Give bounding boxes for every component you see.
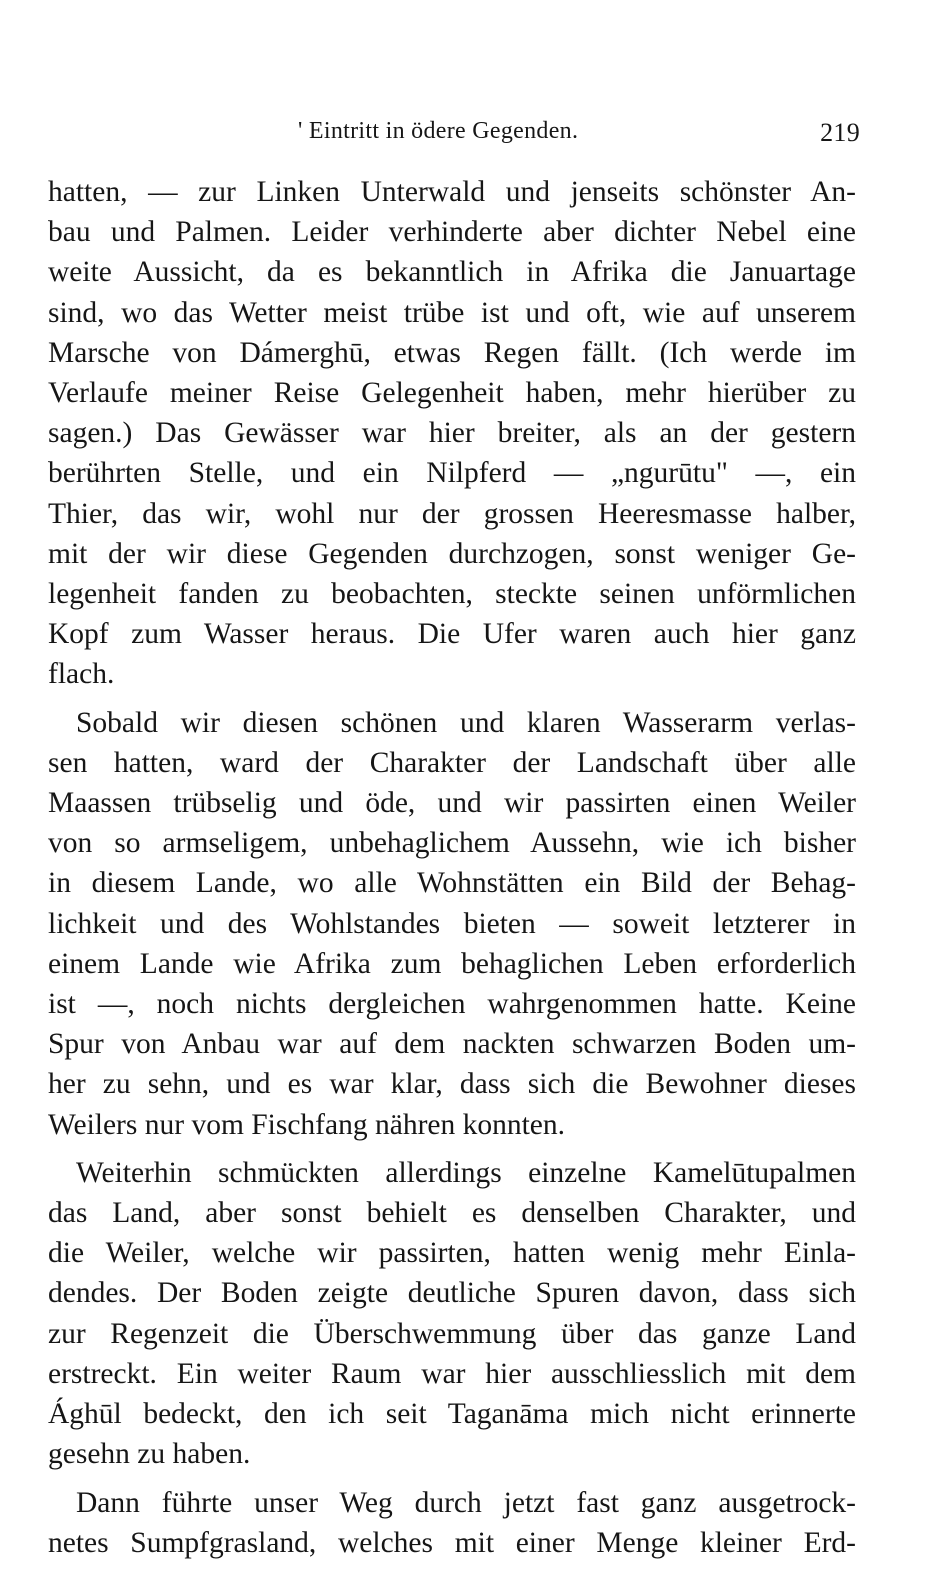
text-line: von so armseligem, unbehaglichem Aussehn, wie ich bisher xyxy=(48,827,856,860)
text-line: Marsche von Dámerghū, etwas Regen fällt. (Ich werde im xyxy=(48,336,856,369)
text-line: dendes. Der Boden zeigte deutliche Spuren davon, dass sich xyxy=(48,1277,856,1310)
text-line: flach. xyxy=(48,658,115,691)
text-line: bau und Palmen. Leider verhinderte aber dichter Nebel eine xyxy=(48,216,856,249)
body-text xyxy=(48,172,856,1571)
running-head xyxy=(48,118,860,152)
text-line: Spur von Anbau war auf dem nackten schwarzen Boden um- xyxy=(48,1028,856,1061)
text-line: Dann führte unser Weg durch jetzt fast ganz ausgetrock- xyxy=(76,1486,856,1519)
text-line: her zu sehn, und es war klar, dass sich die Bewohner dieses xyxy=(48,1068,856,1101)
text-line: netes Sumpfgrasland, welches mit einer Menge kleiner Erd- xyxy=(48,1526,856,1559)
text-line: mit der wir diese Gegenden durchzogen, sonst weniger Ge- xyxy=(48,537,856,570)
text-line: Weiterhin schmückten allerdings einzelne Kamelūtupalmen xyxy=(76,1156,856,1189)
text-line: berührten Stelle, und ein Nilpferd — „ngurūtu" —, ein xyxy=(48,457,856,490)
text-line: hatten, — zur Linken Unterwald und jenseits schönster An- xyxy=(48,176,856,208)
page-number: 219 xyxy=(820,118,860,147)
text-line: in diesem Lande, wo alle Wohnstätten ein Bild der Behag- xyxy=(48,867,856,900)
text-line: Thier, das wir, wohl nur der grossen Heeresmasse halber, xyxy=(48,497,856,530)
text-line: Maassen trübselig und öde, und wir passirten einen Weiler xyxy=(48,787,856,820)
text-line: Kopf zum Wasser heraus. Die Ufer waren auch hier ganz xyxy=(48,618,856,651)
running-title: ' Eintritt in ödere Gegenden. xyxy=(298,118,579,144)
text-line: gesehn zu haben. xyxy=(48,1438,251,1471)
text-line: legenheit fanden zu beobachten, steckte seinen unförmlichen xyxy=(48,578,856,611)
text-line: die Weiler, welche wir passirten, hatten wenig mehr Einla- xyxy=(48,1237,856,1270)
paragraph xyxy=(48,703,856,1145)
text-line: lichkeit und des Wohlstandes bieten — soweit letzterer in xyxy=(48,907,856,940)
paragraph xyxy=(48,1153,856,1475)
text-line: Weilers nur vom Fischfang nähren konnten. xyxy=(48,1108,566,1141)
text-line: sagen.) Das Gewässer war hier breiter, als an der gestern xyxy=(48,417,856,450)
text-line: ist —, noch nichts dergleichen wahrgenommen hatte. Keine xyxy=(48,988,856,1021)
text-line: sind, wo das Wetter meist trübe ist und oft, wie auf unserem xyxy=(48,296,856,329)
text-line: erstreckt. Ein weiter Raum war hier ausschliesslich mit dem xyxy=(48,1357,856,1390)
paragraph xyxy=(48,172,856,695)
text-line: Verlaufe meiner Reise Gelegenheit haben, mehr hierüber zu xyxy=(48,377,856,410)
text-line: Ághūl bedeckt, den ich seit Taganāma mich nicht erinnerte xyxy=(48,1398,856,1431)
text-line: weite Aussicht, da es bekanntlich in Afrika die Januartage xyxy=(48,256,856,289)
text-line: einem Lande wie Afrika zum behaglichen Leben erforderlich xyxy=(48,947,856,980)
book-page xyxy=(48,0,860,1589)
text-line: Sobald wir diesen schönen und klaren Wasserarm verlas- xyxy=(76,706,856,739)
paragraph xyxy=(48,1483,856,1563)
text-line: zur Regenzeit die Überschwemmung über das ganze Land xyxy=(48,1317,856,1350)
text-line: das Land, aber sonst behielt es denselben Charakter, und xyxy=(48,1197,856,1230)
text-line: sen hatten, ward der Charakter der Landschaft über alle xyxy=(48,746,856,779)
